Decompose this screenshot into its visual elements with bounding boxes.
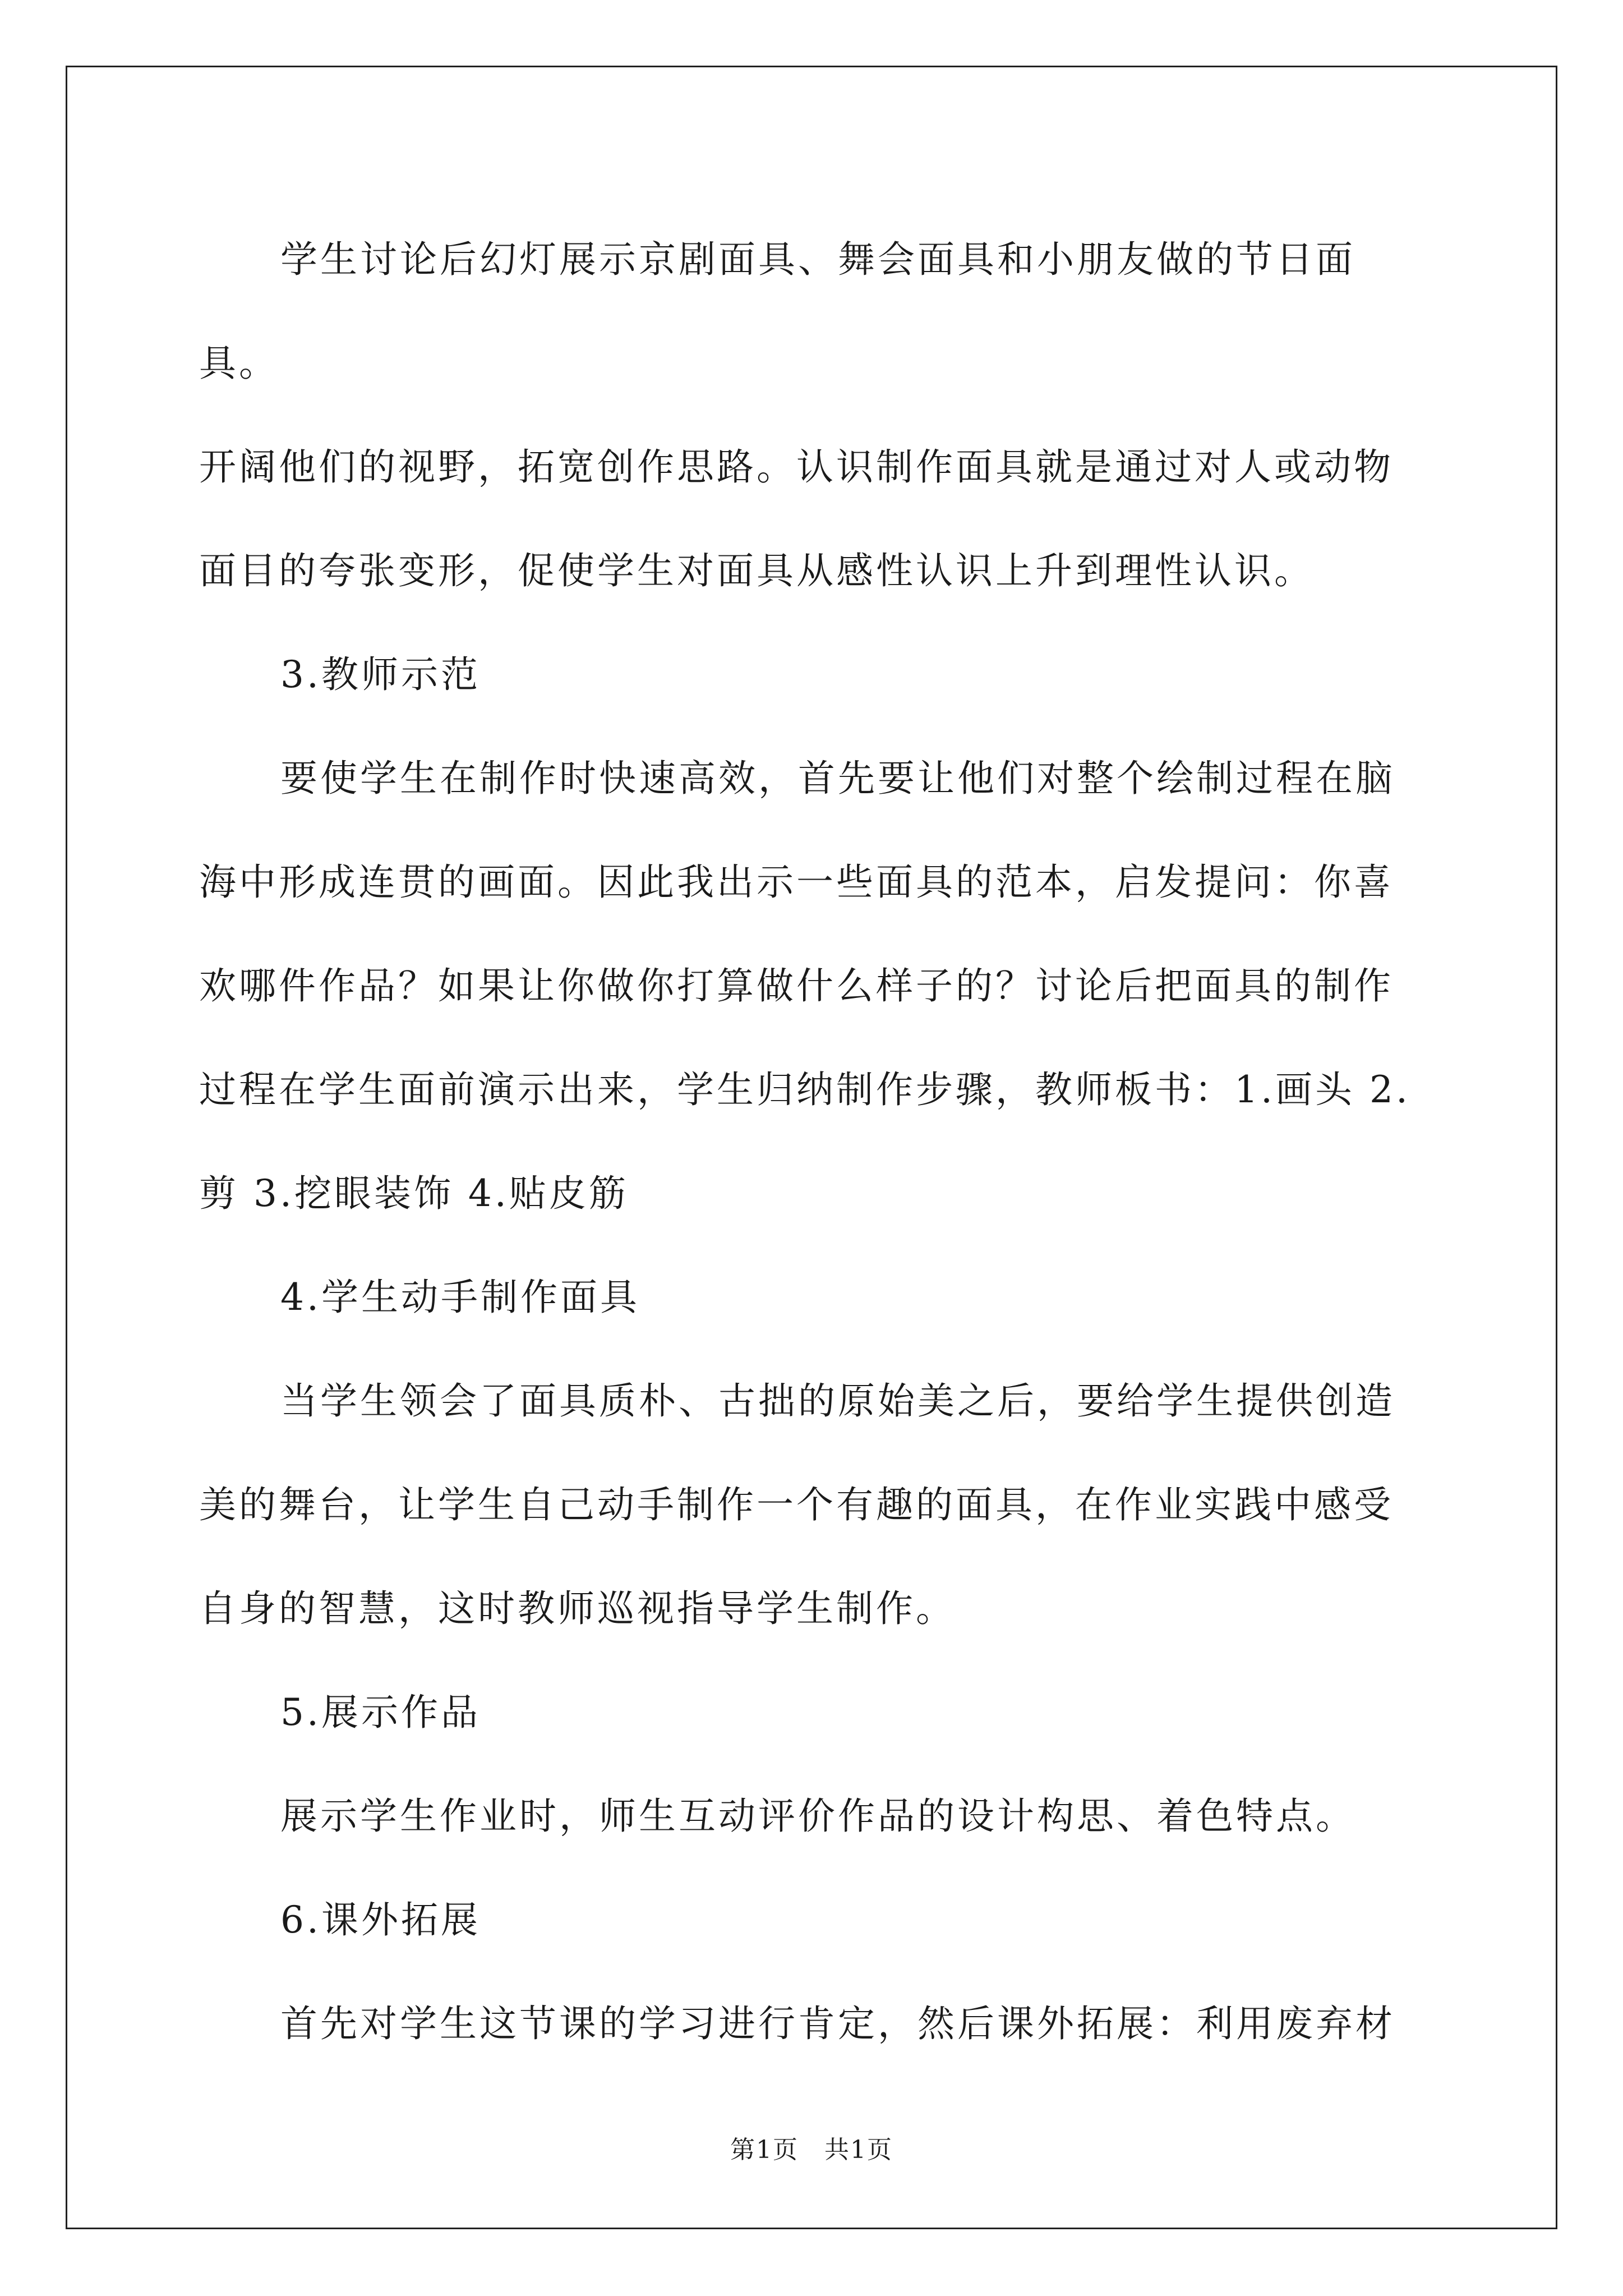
paragraph-line: 展示学生作业时，师生互动评价作品的设计构思、着色特点。 (280, 1795, 1355, 1838)
paragraph-line: 开阔他们的视野，拓宽创作思路。认识制作面具就是通过对人或动物 (199, 445, 1394, 489)
section-heading: 5.展示作品 (280, 1691, 481, 1734)
paragraph-line: 欢哪件作品？如果让你做你打算做什么样子的？讨论后把面具的制作 (199, 964, 1394, 1007)
page-footer: 第1页 共1页 (730, 2136, 893, 2164)
paragraph-line: 海中形成连贯的画面。因此我出示一些面具的范本，启发提问：你喜 (199, 861, 1394, 904)
section-heading: 3.教师示范 (280, 653, 481, 696)
paragraph-line: 自身的智慧，这时教师巡视指导学生制作。 (199, 1587, 956, 1630)
paragraph-line: 面目的夸张变形，促使学生对面具从感性认识上升到理性认识。 (199, 549, 1314, 592)
paragraph-line: 剪 3.挖眼装饰 4.贴皮筋 (199, 1172, 629, 1215)
paragraph-line: 要使学生在制作时快速高效，首先要让他们对整个绘制过程在脑 (280, 757, 1395, 800)
section-heading: 4.学生动手制作面具 (280, 1276, 640, 1319)
section-heading: 6.课外拓展 (280, 1898, 481, 1941)
paragraph-line: 美的舞台，让学生自己动手制作一个有趣的面具，在作业实践中感受 (199, 1483, 1394, 1526)
paragraph-line: 学生讨论后幻灯展示京剧面具、舞会面具和小朋友做的节日面具。 (199, 238, 1355, 385)
paragraph-line: 当学生领会了面具质朴、古拙的原始美之后，要给学生提供创造 (280, 1379, 1395, 1423)
document-body (199, 208, 1427, 2076)
paragraph-line: 首先对学生这节课的学习进行肯定，然后课外拓展：利用废弃材 (280, 2002, 1395, 2045)
paragraph-line: 过程在学生面前演示出来，学生归纳制作步骤，教师板书：1.画头 2. (199, 1068, 1410, 1111)
